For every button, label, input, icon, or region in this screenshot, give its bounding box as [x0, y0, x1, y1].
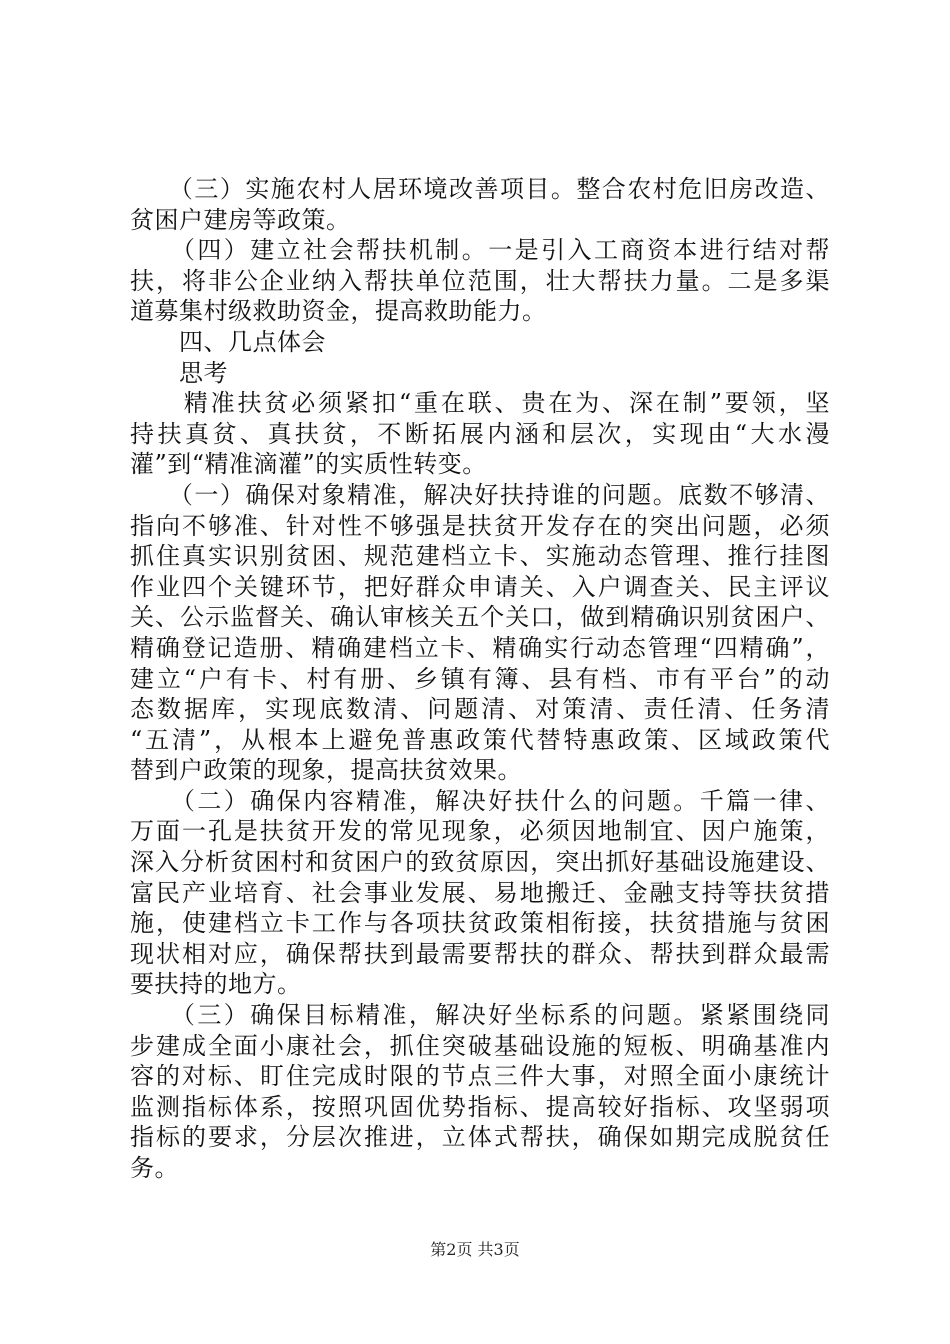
document-body	[130, 174, 830, 1184]
text-line: “五清”，从根本上避免普惠政策代替特惠政策、区域政策代	[130, 725, 830, 754]
text-line: 富民产业培育、社会事业发展、易地搬迁、金融支持等扶贫措	[130, 878, 830, 907]
text-line: 关、公示监督关、确认审核关五个关口，做到精确识别贫困户、	[130, 603, 830, 632]
text-line: 容的对标、盯住完成时限的节点三件大事，对照全面小康统计	[130, 1062, 830, 1091]
text-line: （一）确保对象精准，解决好扶持谁的问题。底数不够清、	[130, 480, 830, 509]
text-line: 要扶持的地方。	[130, 970, 302, 999]
text-line: 灌”到“精准滴灌”的实质性转变。	[130, 450, 487, 479]
text-line: 深入分析贫困村和贫困户的致贫原因，突出抓好基础设施建设、	[130, 848, 830, 877]
page-footer: 第2页 共3页	[430, 1240, 520, 1259]
text-line: 监测指标体系，按照巩固优势指标、提高较好指标、攻坚弱项	[130, 1092, 830, 1121]
text-line: 持扶真贫、真扶贫，不断拓展内涵和层次，实现由“大水漫	[130, 419, 830, 448]
text-line: （三）确保目标精准，解决好坐标系的问题。紧紧围绕同	[130, 1001, 830, 1030]
text-line: 替到户政策的现象，提高扶贫效果。	[130, 756, 522, 785]
text-line: 四、几点体会	[130, 327, 326, 356]
text-line: 精确登记造册、精确建档立卡、精确实行动态管理“四精确”，	[130, 633, 830, 662]
text-line: 扶，将非公企业纳入帮扶单位范围，壮大帮扶力量。二是多渠	[130, 266, 830, 295]
text-line: 建立“户有卡、村有册、乡镇有簿、县有档、市有平台”的动	[130, 664, 830, 693]
text-line: 贫困户建房等政策。	[130, 205, 351, 234]
text-line: 施，使建档立卡工作与各项扶贫政策相衔接，扶贫措施与贫困	[130, 909, 830, 938]
text-line: 作业四个关键环节，把好群众申请关、入户调查关、民主评议	[130, 572, 830, 601]
text-line: 思考	[130, 358, 228, 387]
text-line: 道募集村级救助资金，提高救助能力。	[130, 297, 547, 326]
text-line: 现状相对应，确保帮扶到最需要帮扶的群众、帮扶到群众最需	[130, 939, 830, 968]
text-line: 务。	[130, 1154, 179, 1182]
text-line: 抓住真实识别贫困、规范建档立卡、实施动态管理、推行挂图	[130, 542, 830, 571]
text-line: （三）实施农村人居环境改善项目。整合农村危旧房改造、	[130, 175, 830, 203]
text-line: 步建成全面小康社会，抓住突破基础设施的短板、明确基准内	[130, 1031, 830, 1060]
text-line: （二）确保内容精准，解决好扶什么的问题。千篇一律、	[130, 786, 830, 815]
text-line: 万面一孔是扶贫开发的常见现象，必须因地制宜、因户施策，	[130, 817, 830, 846]
text-line: 态数据库，实现底数清、问题清、对策清、责任清、任务清	[130, 695, 830, 724]
text-line: 指标的要求，分层次推进，立体式帮扶，确保如期完成脱贫任	[130, 1123, 830, 1152]
text-line: 精准扶贫必须紧扣“重在联、贵在为、深在制”要领，坚	[130, 389, 830, 418]
text-line: 指向不够准、针对性不够强是扶贫开发存在的突出问题，必须	[130, 511, 830, 540]
text-line: （四）建立社会帮扶机制。一是引入工商资本进行结对帮	[130, 236, 830, 265]
